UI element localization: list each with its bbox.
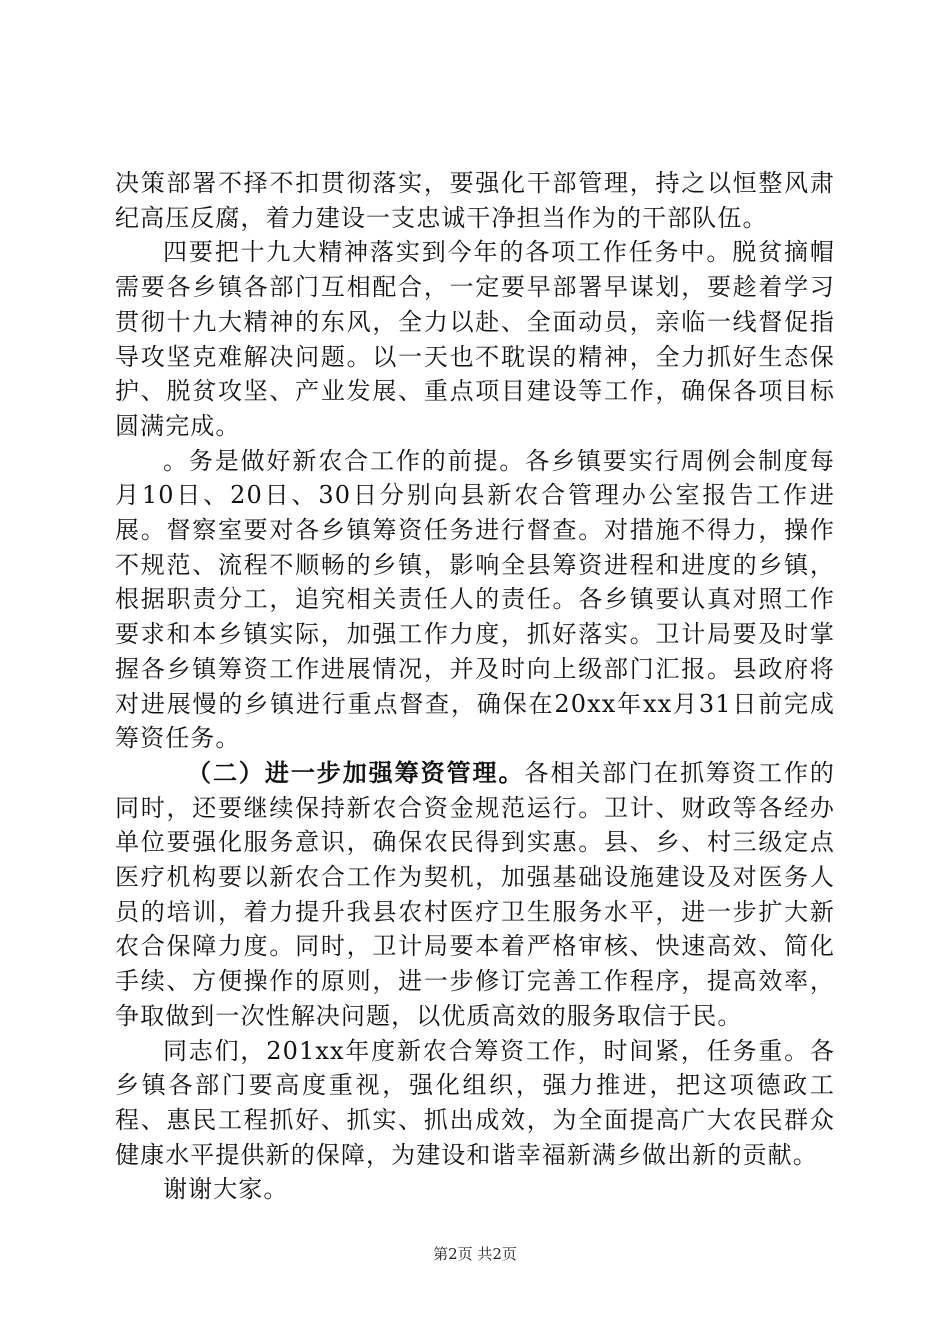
paragraph-four-requirements: 四要把十九大精神落实到今年的各项工作任务中。脱贫摘帽需要各乡镇各部门互相配合，一定要早部署早谋划，要趁着学习贯彻十九大精神的东风，全力以赴、全面动员，亲临一线督促指导攻坚克难解决问题。以一天也不耽误的精神，全力抓好生态保护、脱贫攻坚、产业发展、重点项目建设等工作，确保各项目标圆满完成。 (115, 238, 835, 440)
section-heading-fund-management: （二）进一步加强筹资管理。 (187, 757, 525, 787)
paragraph-continuation: 决策部署不择不扣贯彻落实，要强化干部管理，持之以恒整风肃纪高压反腐，着力建设一支忠诚干净担当作为的干部队伍。 (115, 169, 835, 232)
page-number-footer: 第2页 共2页 (433, 1245, 517, 1263)
paragraph-closing: 同志们，201xx年度新农合筹资工作，时间紧，任务重。各乡镇各部门要高度重视，强化组织，强力推进，把这项德政工程、惠民工程抓好、抓实、抓出成效，为全面提高广大农民群众健康水平提供新的保障，为建设和谐幸福新满乡做出新的贡献。 (115, 1036, 835, 1169)
paragraph-thanks: 谢谢大家。 (163, 1175, 289, 1204)
paragraph-task-requirements: 。务是做好新农合工作的前提。各乡镇要实行周例会制度每月10日、20日、30日分别向县新农合管理办公室报告工作进展。督察室要对各乡镇筹资任务进行督查。对措施不得力，操作不规范、流程不顺畅的乡镇，影响全县筹资进程和进度的乡镇，根据职责分工，追究相关责任人的责任。各乡镇要认真对照工作要求和本乡镇实际，加强工作力度，抓好落实。卫计局要及时掌握各乡镇筹资工作进展情况，并及时向上级部门汇报。县政府将对进展慢的乡镇进行重点督查，确保在20xx年xx月31日前完成筹资任务。 (115, 446, 835, 753)
document-body (115, 166, 835, 1207)
paragraph-fund-management-text: 各相关部门在抓筹资工作的同时，还要继续保持新农合资金规范运行。卫计、财政等各经办单位要强化服务意识，确保农民得到实惠。县、乡、村三级定点医疗机构要以新农合工作为契机，加强基础设施建设及对医务人员的培训，着力提升我县农村医疗卫生服务水平，进一步扩大新农合保障力度。同时，卫计局要本着严格审核、快速高效、简化手续、方便操作的原则，进一步修订完善工作程序，提高效率，争取做到一次性解决问题，以优质高效的服务取信于民。 (115, 758, 835, 1030)
paragraph-fund-management (115, 756, 835, 1034)
